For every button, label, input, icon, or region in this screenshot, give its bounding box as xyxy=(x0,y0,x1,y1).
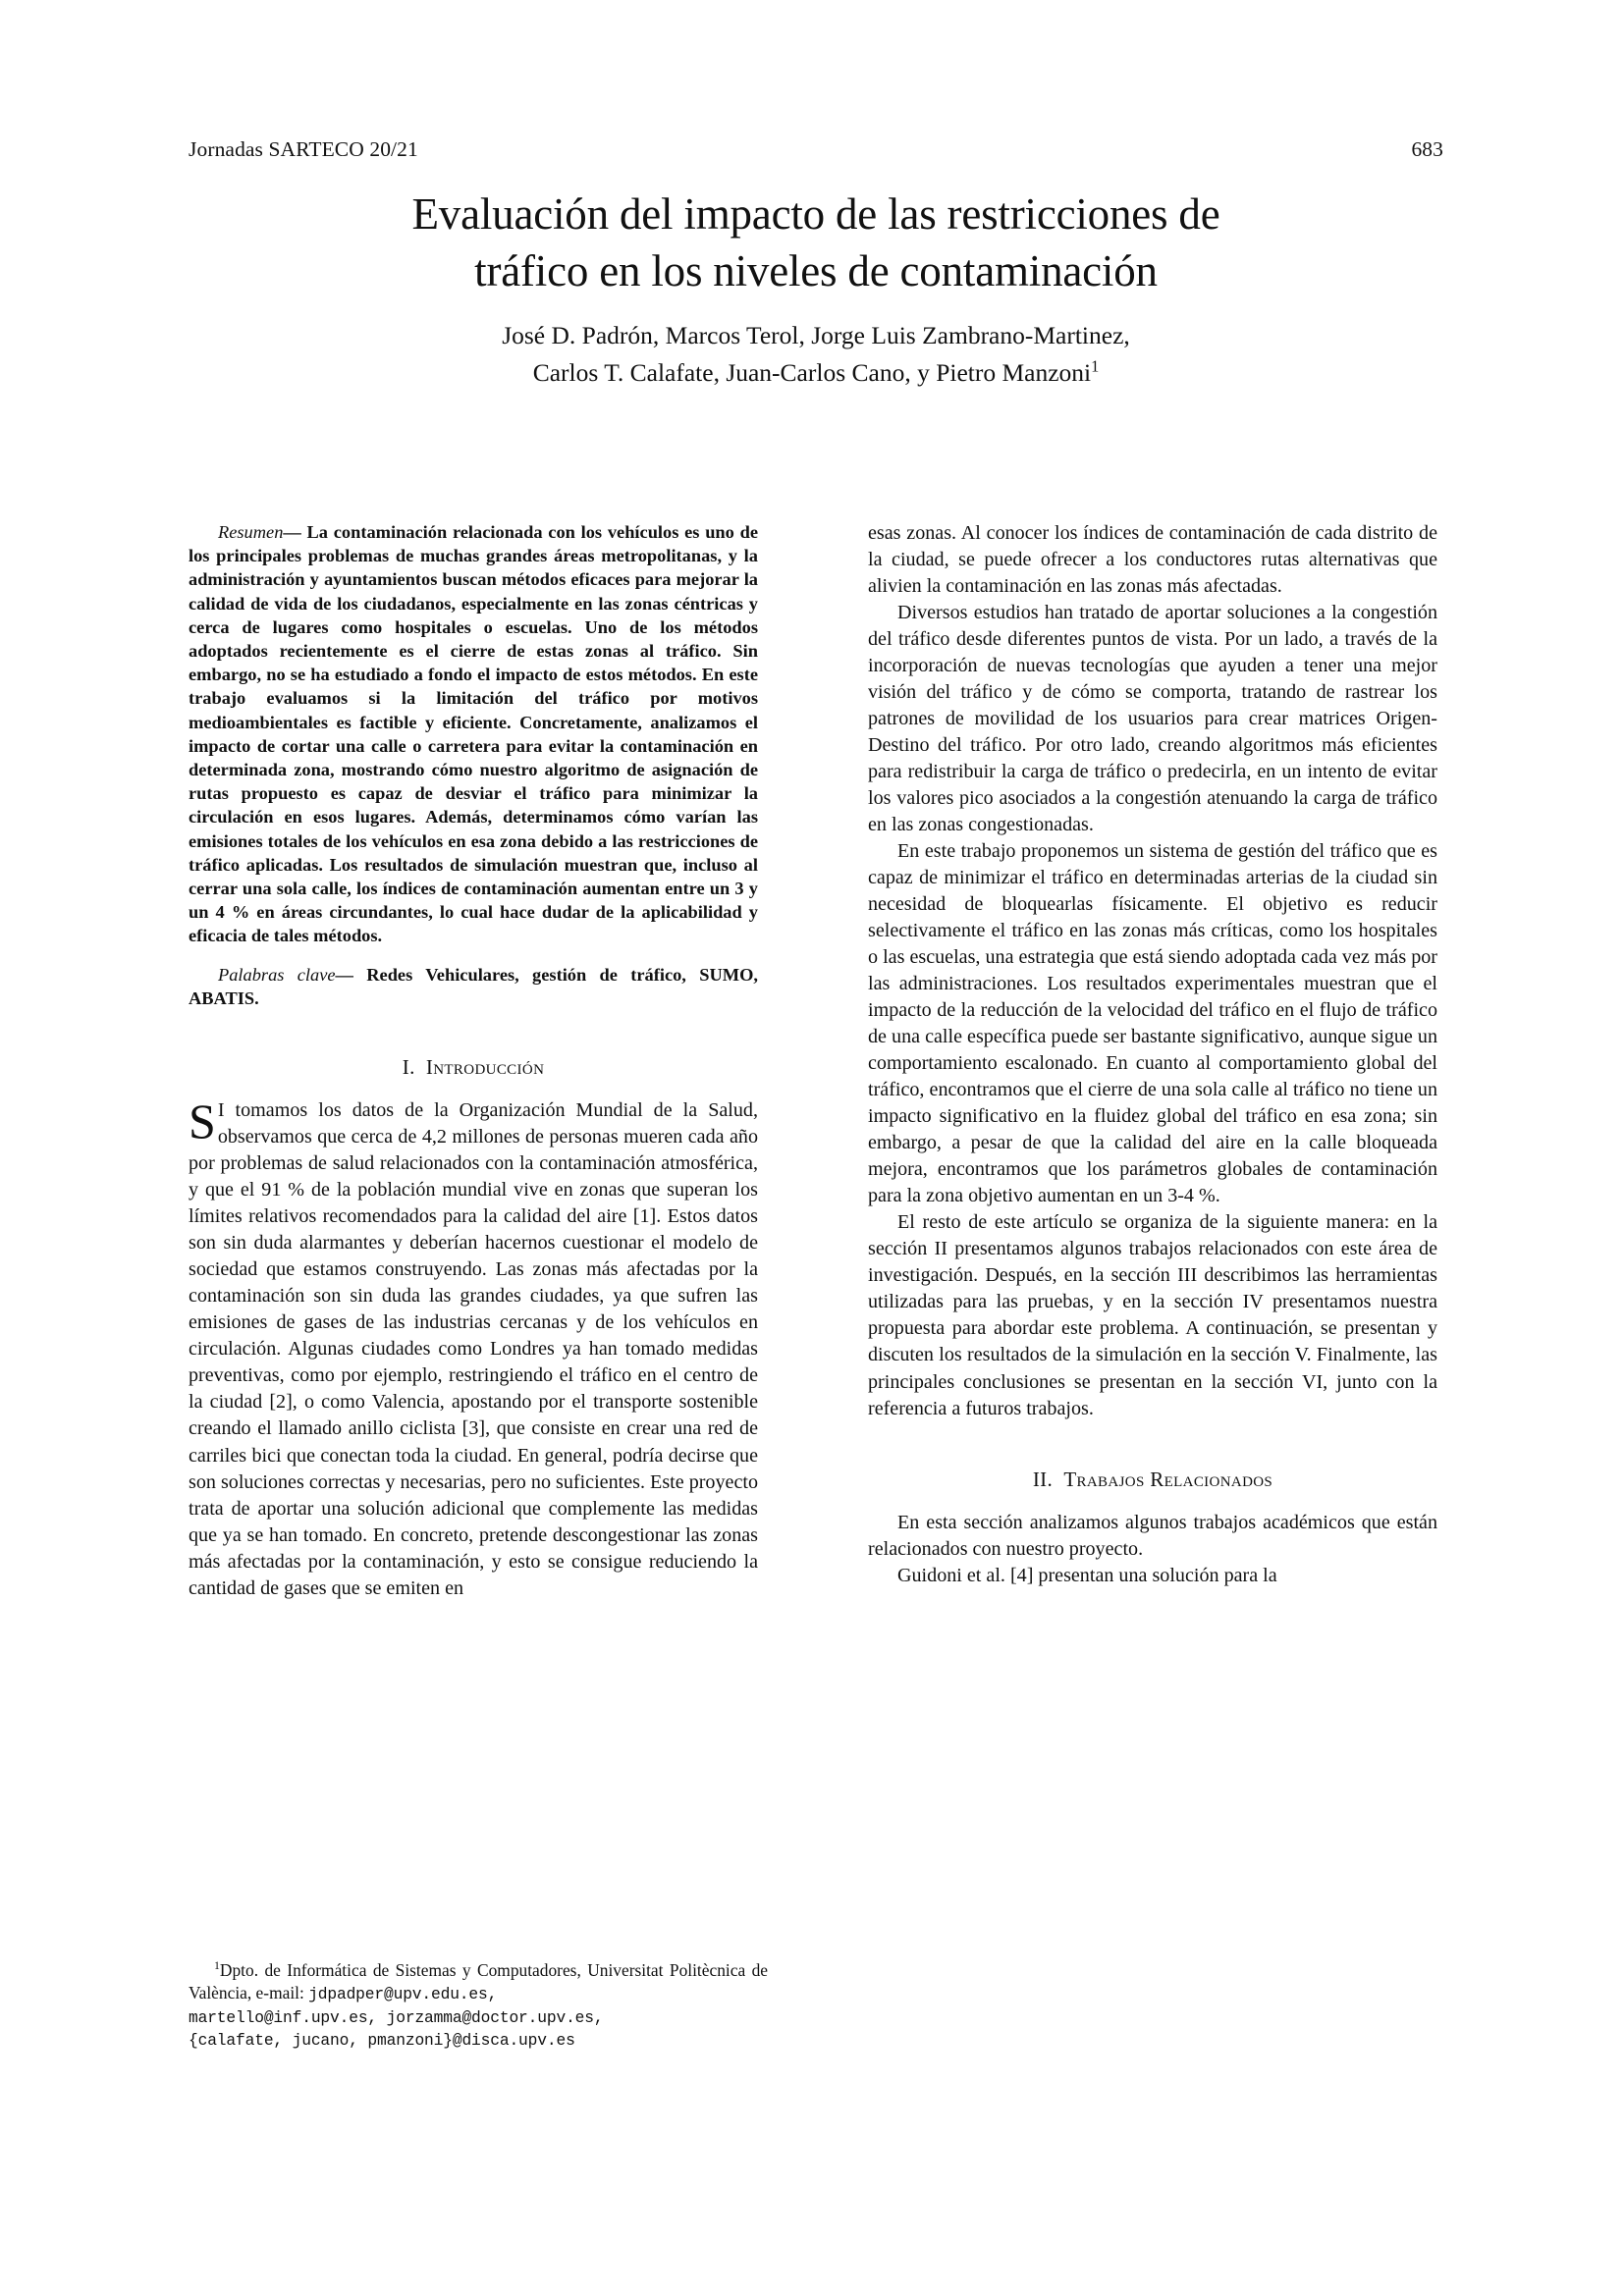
drop-cap: S xyxy=(189,1094,216,1149)
section-name: Trabajos Relacionados xyxy=(1063,1467,1273,1491)
author-line-2-text: Carlos T. Calafate, Juan-Carlos Cano, y Pietro Manzoni xyxy=(532,357,1092,387)
running-head xyxy=(189,137,1443,162)
right-paragraph-3: En este trabajo proponemos un sistema de gestión del tráfico que es capaz de minimizar el tráfico en determinadas arterias de la ciudad sin necesidad de bloquearlas físicamente. El objetivo es reducir selectivamente el tráfico en las zonas más críticas, como los hospitales o las escuelas, una estrategia que está siendo adoptada cada vez más por las administraciones. Los resultados experimentales muestran que el impacto de la reducción de la velocidad del tráfico en el flujo de tráfico de una calle específica puede ser bastante significativo, aunque sigue un comportamiento escalonado. En cuanto al comportamiento global del tráfico, encontramos que el cierre de una sola calle al tráfico no tiene un impacto significativo en la fluidez global del tráfico en esa zona; sin embargo, a pesar de que la calidad del aire en la calle bloqueada mejora, encontramos que los parámetros globales de contaminación para la zona objetivo aumentan en un 3-4 %. xyxy=(868,840,1437,1207)
intro-paragraph-1 xyxy=(189,1094,758,1601)
abstract-dash: — xyxy=(283,522,301,542)
section-heading-trabajos-relacionados xyxy=(868,1466,1437,1493)
section-numeral: II. xyxy=(1032,1467,1054,1491)
author-line-2 xyxy=(189,354,1443,392)
keywords-dash: — xyxy=(335,964,353,985)
abstract-text: La contaminación relacionada con los vehículos es uno de los principales problemas de muchas grandes áreas metropolitanas, y la administración y ayuntamientos buscan métodos eficaces para mejorar la calidad de vida de los ciudadanos, especialmente en las zonas céntricas y cerca de lugares como hospitales o escuelas. Uno de los métodos adoptados recientemente es el cierre de estas zonas al tráfico. Sin embargo, no se ha estudiado a fondo el impacto de estos métodos. En este trabajo evaluamos si la limitación del tráfico por motivos medioambientales es factible y eficiente. Concretamente, analizamos el impacto de cortar una calle o carretera para evitar la contaminación en determinada zona, mostrando cómo nuestro algoritmo de asignación de rutas propuesto es capaz de desviar el tráfico para minimizar la circulación en esos lugares. Además, determinamos cómo varían las emisiones totales de los vehículos en esa zona debido a las restricciones de tráfico aplicadas. Los resultados de simulación muestran que, incluso al cerrar una sola calle, los índices de contaminación aumentan entre un 3 y un 4 % en áreas circundantes, lo cual hace dudar de la aplicabilidad y eficacia de tales métodos. xyxy=(189,522,758,946)
footnote-email-2: martello@inf.upv.es, jorzamma@doctor.upv.es, xyxy=(189,2007,604,2027)
footnote-affiliation: Dpto. de Informática de Sistemas y Computadores, Universitat Politècnica de València, e-mail: xyxy=(189,1959,768,2002)
right-paragraph-2: Diversos estudios han tratado de aportar soluciones a la congestión del tráfico desde diferentes puntos de vista. Por un lado, a través de la incorporación de nuevas tecnologías que ayuden a tener una mejor visión del tráfico y de cómo se comporta, tratando de rastrear los patrones de movilidad de los usuarios para crear matrices Origen-Destino del tráfico. Por otro lado, creando algoritmos más eficientes para redistribuir la carga de tráfico o predecirla, en un intento de evitar los valores pico asociados a la congestión atenuando la carga de tráfico en las zonas congestionadas. xyxy=(868,602,1437,836)
footnote-marker: 1 xyxy=(214,1958,220,1972)
title-block xyxy=(189,187,1443,392)
author-list xyxy=(189,317,1443,391)
column-right xyxy=(868,520,1437,1589)
abstract xyxy=(189,520,758,948)
affiliation-marker: 1 xyxy=(1091,356,1100,376)
footnote xyxy=(189,1958,768,2052)
section-numeral: I. xyxy=(402,1055,415,1080)
footnote-email-3: {calafate, jucano, pmanzoni}@disca.upv.es xyxy=(189,2031,575,2051)
title-line-2: tráfico en los niveles de contaminación xyxy=(474,245,1158,295)
running-head-venue: Jornadas SARTECO 20/21 xyxy=(189,137,418,161)
right-paragraph-5: En esta sección analizamos algunos trabajos académicos que están relacionados con nuestro proyecto. xyxy=(868,1511,1437,1560)
author-line-1: José D. Padrón, Marcos Terol, Jorge Luis Zambrano-Martinez, xyxy=(502,321,1130,350)
page-title xyxy=(189,187,1443,299)
page-number: 683 xyxy=(1411,137,1443,161)
section-name: Introducción xyxy=(425,1055,545,1080)
section-heading-introduccion xyxy=(189,1053,758,1081)
title-line-1: Evaluación del impacto de las restricciones de xyxy=(411,189,1220,239)
keywords-text: Redes Vehiculares, gestión de tráfico, SUMO, ABATIS. xyxy=(189,964,758,1008)
column-left xyxy=(189,520,758,1602)
keywords xyxy=(189,963,758,1010)
right-paragraph-1: esas zonas. Al conocer los índices de contaminación de cada distrito de la ciudad, se puede ofrecer a los conductores rutas alternativas que alivien la contaminación en las zonas más afectadas. xyxy=(868,522,1437,598)
keywords-label: Palabras clave xyxy=(218,964,336,985)
intro-paragraph-1-text: I tomamos los datos de la Organización Mundial de la Salud, observamos que cerca de 4,2 millones de personas mueren cada año por problemas de salud relacionados con la contaminación atmosférica, y que el 91 % de la población mundial vive en zonas que superan los límites relativos recomendados para la calidad del aire [1]. Estos datos son sin duda alarmantes y deberían hacernos cuestionar el modelo de sociedad que estamos construyendo. Las zonas más afectadas por la contaminación son sin duda las grandes ciudades, ya que sufren las emisiones de gases de las industrias cercanas y de los vehículos en circulación. Algunas ciudades como Londres ya han tomado medidas preventivas, como por ejemplo, restringiendo el tráfico en el centro de la ciudad [2], o como Valencia, apostando por el transporte sostenible creando el llamado anillo ciclista [3], que consiste en crear una red de carriles bici que conectan toda la ciudad. En general, podría decirse que son soluciones correctas y necesarias, pero no suficientes. Este proyecto trata de aportar una solución adicional que complemente las medidas que ya se han tomado. En concreto, pretende descongestionar las zonas más afectadas por la contaminación, y esto se consigue reduciendo la cantidad de gases que se emiten en xyxy=(189,1099,758,1599)
footnote-email-1: jdpadper@upv.edu.es, xyxy=(308,1984,498,2003)
abstract-label: Resumen xyxy=(218,522,284,542)
footnote-text xyxy=(189,1958,768,2052)
right-paragraph-6: Guidoni et al. [4] presentan una solución para la xyxy=(897,1564,1277,1586)
right-paragraph-4: El resto de este artículo se organiza de la siguiente manera: en la sección II presentamos algunos trabajos relacionados con este área de investigación. Después, en la sección III describimos las herramientas utilizadas para las pruebas, y en la sección IV presentamos nuestra propuesta para abordar este problema. A continuación, se presentan y discuten los resultados de la simulación en la sección V. Finalmente, las principales conclusiones se presentan en la sección VI, junto con la referencia a futuros trabajos. xyxy=(868,1211,1437,1419)
